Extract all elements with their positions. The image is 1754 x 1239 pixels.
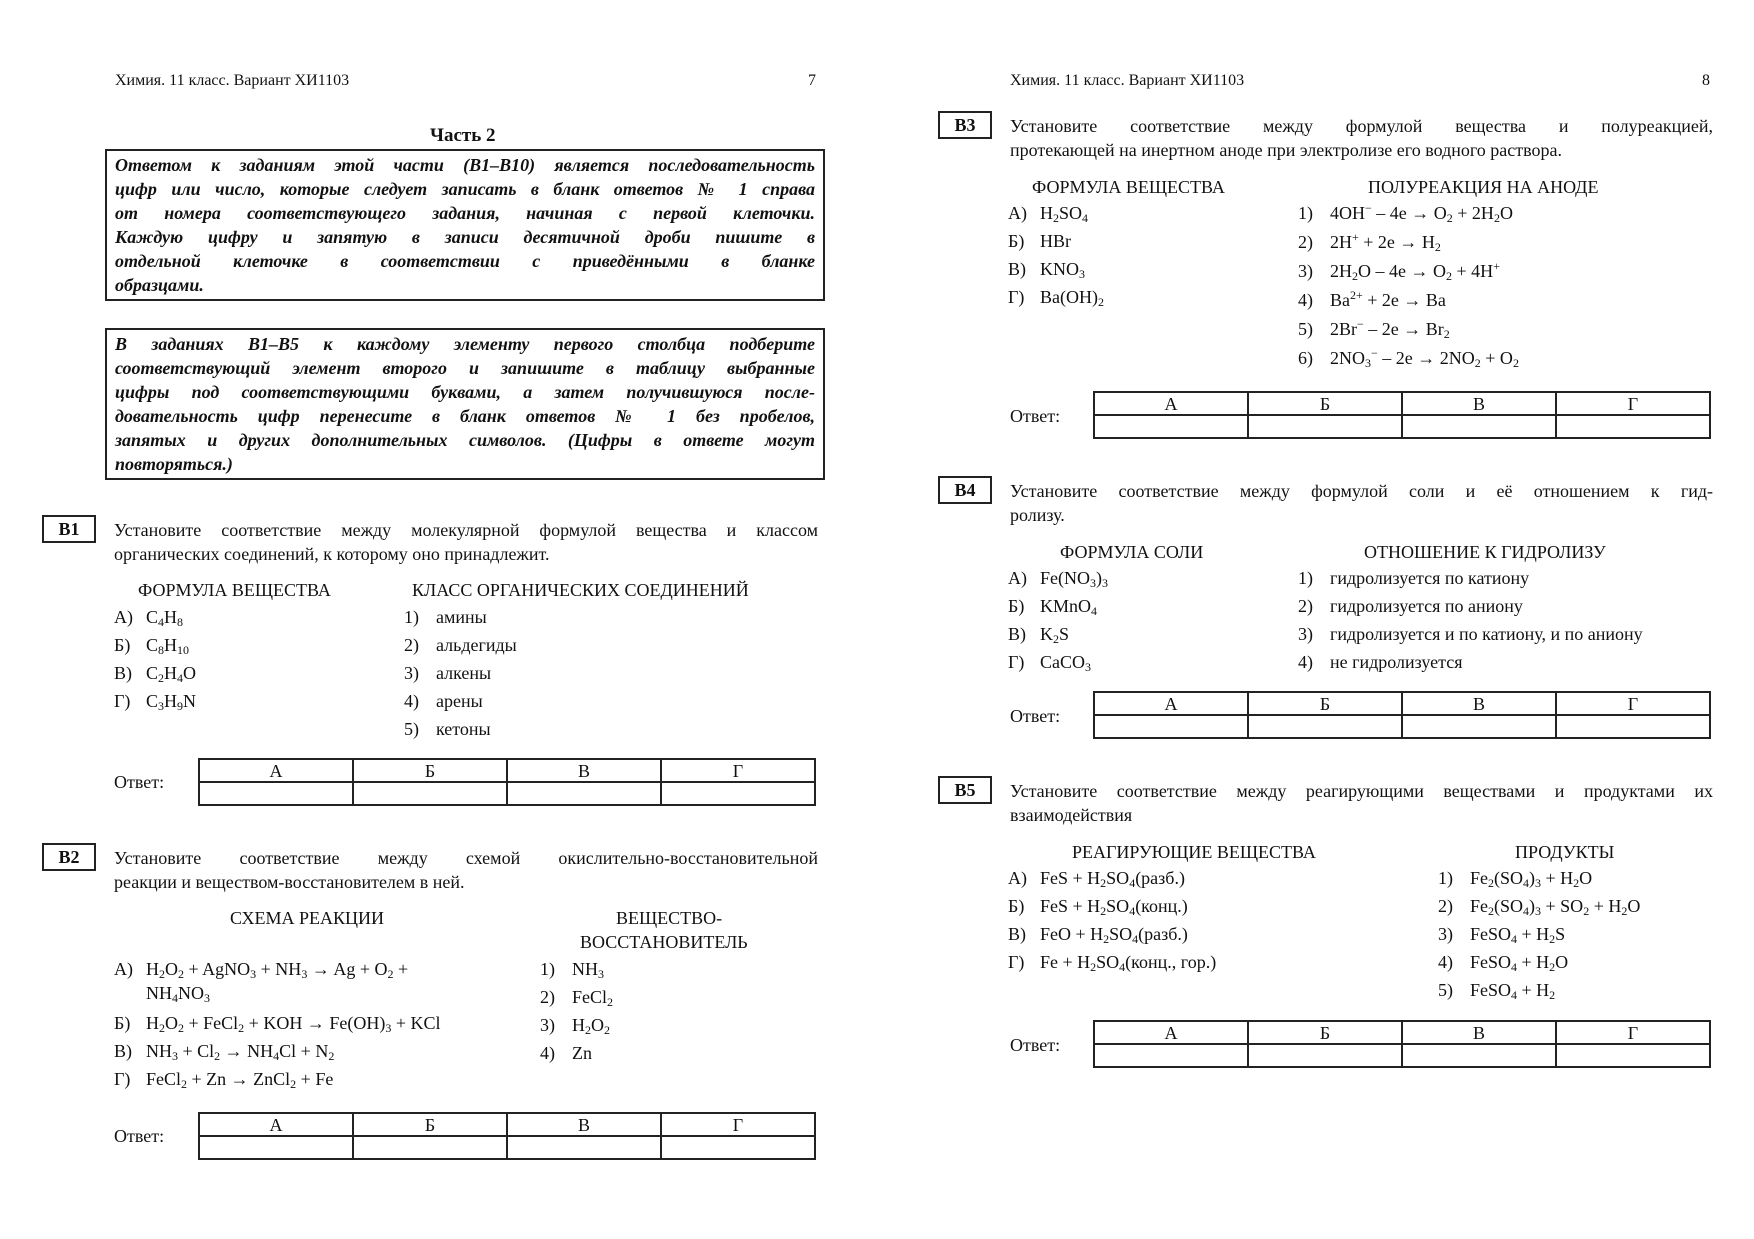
part-title: Часть 2 <box>430 125 496 146</box>
task-text-b2 <box>114 846 818 894</box>
task-text-line: Установите соответствие между схемой окислительно-восстановительной <box>114 848 818 868</box>
answer-label-b3: Ответ: <box>1010 406 1061 426</box>
answer-cell[interactable] <box>507 782 661 805</box>
task-text-b1 <box>114 518 818 566</box>
b5-products <box>1438 866 1640 1006</box>
answer-label-b1: Ответ: <box>114 772 165 792</box>
b4-col2-header: ОТНОШЕНИЕ К ГИДРОЛИЗУ <box>1364 542 1606 562</box>
instruction-line: от номера соответствующего задания, начиная с первой клеточки. <box>115 203 815 223</box>
answer-cell[interactable] <box>1402 1044 1556 1067</box>
b4-option: 2) гидролизуется по аниону <box>1298 596 1523 616</box>
answer-table-b5 <box>1093 1020 1711 1068</box>
b2-option: 3) $H_2O_2$ <box>540 1015 610 1037</box>
answer-col-header: В <box>507 759 661 782</box>
answer-label-b2: Ответ: <box>114 1126 165 1146</box>
instruction-line: довательность цифр перенесите в бланк ответов № 1 без пробелов, <box>115 406 815 426</box>
task-text-b4 <box>1010 479 1713 527</box>
b2-scheme-g: Г) FeCl$_2$ + Zn → ZnCl$_2$ + Fe <box>114 1069 334 1091</box>
answer-cell[interactable] <box>507 1136 661 1159</box>
answer-col-header: А <box>1094 692 1248 715</box>
b1-option: 4) арены <box>404 691 483 711</box>
answer-cell[interactable] <box>353 1136 507 1159</box>
b1-formula-b: Б) $C_8H_{10}$ <box>114 635 190 657</box>
b1-options <box>404 605 517 745</box>
b3-col1-header: ФОРМУЛА ВЕЩЕСТВА <box>1032 177 1225 197</box>
b5-col1-header: РЕАГИРУЮЩИЕ ВЕЩЕСТВА <box>1072 842 1316 862</box>
b3-formulas <box>1008 201 1104 313</box>
answer-col-header: Г <box>1556 392 1710 415</box>
b5-product: 1) $Fe_2(SO_4)_3 + H_2O$ <box>1438 868 1593 890</box>
b5-product: 4) FeSO$_4$ + $H_2O$ <box>1438 952 1569 974</box>
instruction-line: цифры под соответствующими буквами, а затем получившуюся после- <box>115 382 815 402</box>
answer-col-header: Г <box>1556 1021 1710 1044</box>
b2-col2-header-2: ВОССТАНОВИТЕЛЬ <box>580 932 748 952</box>
task-text-b5 <box>1010 779 1713 827</box>
answer-cell[interactable] <box>661 782 815 805</box>
page-header-right: Химия. 11 класс. Вариант ХИ1103 <box>1010 72 1245 89</box>
instruction-box-1 <box>105 149 825 301</box>
b3-option: 5) $2Br^- - 2e \to Br_2$ <box>1298 317 1450 341</box>
answer-label-b4: Ответ: <box>1010 706 1061 726</box>
instruction-line: В заданиях В1–В5 к каждому элементу первого столбца подберите <box>115 334 815 354</box>
b2-option: 1) $NH_3$ <box>540 959 604 981</box>
task-text-line: взаимодействия <box>1010 805 1133 825</box>
answer-col-header: В <box>507 1113 661 1136</box>
answer-col-header: В <box>1402 392 1556 415</box>
answer-table-b2 <box>198 1112 816 1160</box>
b5-reactant-b: Б) FeS + $H_2SO_4(конц.)$ <box>1008 896 1188 918</box>
b5-product: 3) FeSO$_4$ + $H_2S$ <box>1438 924 1566 946</box>
task-tag-b3: В3 <box>938 111 992 139</box>
b4-option: 1) гидролизуется по катиону <box>1298 568 1530 588</box>
instruction-line: запятых и других дополнительных символов. (Цифры в ответе могут <box>115 430 815 450</box>
b3-options <box>1298 201 1519 375</box>
b2-option: 4) Zn <box>540 1043 592 1063</box>
b3-formula-b: Б) HBr <box>1008 231 1071 251</box>
page-number-right: 8 <box>1702 72 1710 89</box>
answer-col-header: А <box>1094 392 1248 415</box>
answer-col-header: Г <box>661 1113 815 1136</box>
b2-scheme-a-cont: $NH_4NO_3$ <box>146 983 210 1005</box>
task-text-line: Установите соответствие между формулой соли и её отношением к гид- <box>1010 481 1713 501</box>
b2-scheme-b: Б) $H_2O_2$ + FeCl$_2$ + KOH → $Fe(OH)_3$ + KCl <box>114 1013 441 1035</box>
task-text-line: Установите соответствие между реагирующими веществами и продуктами их <box>1010 781 1713 801</box>
b4-col1-header: ФОРМУЛА СОЛИ <box>1060 542 1204 562</box>
task-tag-b2: В2 <box>42 843 96 871</box>
b4-formula-g: Г) CaCO$_3$ <box>1008 652 1091 674</box>
answer-cell[interactable] <box>1094 1044 1248 1067</box>
b1-option: 1) амины <box>404 607 487 627</box>
answer-cell[interactable] <box>199 782 353 805</box>
task-text-b3 <box>1010 114 1713 162</box>
answer-cell[interactable] <box>353 782 507 805</box>
task-text-line: Установите соответствие между формулой вещества и полуреакцией, <box>1010 116 1713 136</box>
answer-col-header: Б <box>353 1113 507 1136</box>
answer-cell[interactable] <box>1556 415 1710 438</box>
answer-col-header: В <box>1402 692 1556 715</box>
instruction-line: Каждую цифру и запятую в записи десятичной дроби пишите в <box>115 227 815 247</box>
answer-cell[interactable] <box>661 1136 815 1159</box>
b2-col1-header: СХЕМА РЕАКЦИИ <box>230 908 385 928</box>
task-text-line: ролизу. <box>1010 505 1065 525</box>
b5-reactant-v: В) FeO + $H_2SO_4(разб.)$ <box>1008 924 1188 946</box>
b5-reactants <box>1008 866 1216 978</box>
instruction-line: соответствующий элемент второго и запишите в таблицу выбранные <box>115 358 815 378</box>
b3-option: 1) $4OH^- - 4e \to O_2 + 2H_2O$ <box>1298 201 1513 225</box>
instruction-line: образцами. <box>115 275 204 295</box>
b3-option: 6) $2NO_3^- - 2e \to 2NO_2 + O_2$ <box>1298 346 1519 370</box>
answer-col-header: Б <box>1248 692 1402 715</box>
b3-option: 4) $Ba^{2+} + 2e \to Ba$ <box>1298 288 1446 310</box>
b5-col2-header: ПРОДУКТЫ <box>1515 842 1615 862</box>
b4-option: 4) не гидролизуется <box>1298 652 1463 672</box>
b2-col2-header-1: ВЕЩЕСТВО- <box>616 908 723 928</box>
answer-col-header: В <box>1402 1021 1556 1044</box>
b2-scheme-a: А) $H_2O_2$ + AgNO$_3$ + $NH_3 \to Ag + O_2$ + <box>114 959 409 981</box>
b3-formula-a: А) $H_2SO_4$ <box>1008 203 1089 225</box>
instruction-line: Ответом к заданиям этой части (В1–В10) является последовательность <box>115 155 815 175</box>
task-tag-b1: В1 <box>42 515 96 543</box>
page-header-left: Химия. 11 класс. Вариант ХИ1103 <box>115 72 350 89</box>
answer-col-header: Г <box>1556 692 1710 715</box>
answer-cell[interactable] <box>1402 415 1556 438</box>
task-text-line: Установите соответствие между молекулярной формулой вещества и классом <box>114 520 818 540</box>
instruction-line: отдельной клеточке в соответствии с приведёнными в бланке <box>115 251 815 271</box>
b3-formula-v: В) $KNO_3$ <box>1008 259 1085 281</box>
answer-cell[interactable] <box>1556 715 1710 738</box>
b4-options <box>1298 566 1643 678</box>
b5-reactant-g: Г) $Fe + H_2SO_4(конц$., гор.) <box>1008 952 1217 974</box>
b1-formula-a: А) $C_4H_8$ <box>114 607 184 629</box>
answer-cell[interactable] <box>1094 415 1248 438</box>
answer-cell[interactable] <box>1094 715 1248 738</box>
answer-table-b1 <box>198 758 816 806</box>
b2-option: 2) FeCl$_2$ <box>540 987 614 1009</box>
b1-formula-v: В) $C_2H_4O$ <box>114 663 197 685</box>
answer-cell[interactable] <box>1556 1044 1710 1067</box>
answer-cell[interactable] <box>1248 415 1402 438</box>
answer-col-header: Г <box>661 759 815 782</box>
answer-cell[interactable] <box>1248 715 1402 738</box>
answer-col-header: Б <box>1248 392 1402 415</box>
instruction-box-2 <box>105 328 825 480</box>
answer-cell[interactable] <box>1248 1044 1402 1067</box>
b3-formula-g: Г) $Ba(OH)_2$ <box>1008 287 1104 309</box>
b5-product: 2) $Fe_2(SO_4)_3 + SO_2 + H_2O$ <box>1438 896 1641 918</box>
answer-col-header: А <box>199 759 353 782</box>
answer-table-b4 <box>1093 691 1711 739</box>
instruction-line: повторяться.) <box>115 454 233 474</box>
b2-options <box>540 957 613 1069</box>
task-tag-b5: В5 <box>938 776 992 804</box>
answer-col-header: А <box>199 1113 353 1136</box>
b2-scheme-v: В) $NH_3 + Cl_2 \to NH_4Cl + N_2$ <box>114 1041 335 1063</box>
b3-col2-header: ПОЛУРЕАКЦИЯ НА АНОДЕ <box>1368 177 1599 197</box>
b1-option: 5) кетоны <box>404 719 491 739</box>
task-tag-b4: В4 <box>938 476 992 504</box>
b3-option: 3) $2H_2O - 4e \to O_2 + 4H^+$ <box>1298 259 1500 283</box>
instruction-line: цифр или число, которые следует записать в бланк ответов № 1 справа <box>115 179 815 199</box>
task-text-line: протекающей на инертном аноде при электролизе его водного раствора. <box>1010 140 1563 160</box>
b1-formulas <box>114 605 196 717</box>
b4-formula-a: А) $Fe(NO_3)_3$ <box>1008 568 1108 590</box>
b5-product: 5) FeSO$_4$ + $H_2$ <box>1438 980 1556 1002</box>
answer-col-header: Б <box>353 759 507 782</box>
b4-option: 3) гидролизуется и по катиону, и по аниону <box>1298 624 1643 644</box>
b4-formulas <box>1008 566 1108 678</box>
b3-option: 2) $2H^+ + 2e \to H_2$ <box>1298 230 1441 254</box>
b1-option: 2) альдегиды <box>404 635 517 655</box>
b1-col1-header: ФОРМУЛА ВЕЩЕСТВА <box>138 580 331 600</box>
task-text-line: органических соединений, к которому оно принадлежит. <box>114 544 550 564</box>
task-text-line: реакции и веществом-восстановителем в ней. <box>114 872 465 892</box>
b1-option: 3) алкены <box>404 663 492 683</box>
answer-col-header: А <box>1094 1021 1248 1044</box>
answer-label-b5: Ответ: <box>1010 1035 1061 1055</box>
b1-col2-header: КЛАСС ОРГАНИЧЕСКИХ СОЕДИНЕНИЙ <box>412 580 749 600</box>
answer-col-header: Б <box>1248 1021 1402 1044</box>
b4-formula-v: В) $K_2S$ <box>1008 624 1070 646</box>
b1-formula-g: Г) $C_3H_9N$ <box>114 691 197 713</box>
page-number-left: 7 <box>808 72 816 89</box>
b2-schemes <box>114 957 440 1095</box>
answer-cell[interactable] <box>1402 715 1556 738</box>
answer-cell[interactable] <box>199 1136 353 1159</box>
b5-reactant-a: А) FeS + $H_2SO_4(разб.)$ <box>1008 868 1185 890</box>
b4-formula-b: Б) KMnO$_4$ <box>1008 596 1098 618</box>
answer-table-b3 <box>1093 391 1711 439</box>
